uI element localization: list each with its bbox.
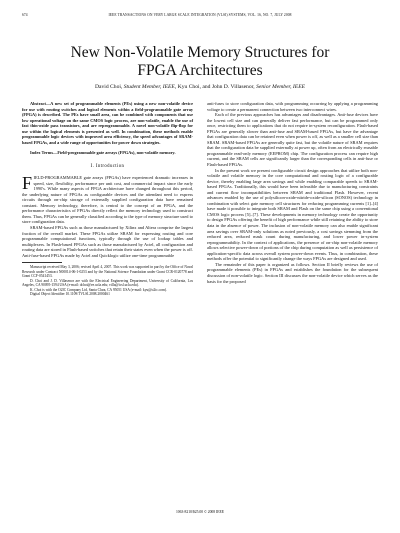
intro-paragraph-1 (22, 175, 193, 225)
footnote-manuscript: Manuscript received May 3, 2006; revised April 4, 2007. This work was supported in part by the Office of Naval Research under Contract N00014-06-1-0253 and by the National Science Foundation under Grant CCR-0120778 and Grant CCF-0541453. (22, 265, 193, 279)
title-line-2: FPGA Architectures (137, 62, 263, 79)
right-paragraph-2: Each of the previous approaches has advantages and disadvantages. Anti-fuse devices have the lowest cell size and can generally deliver fast performance, but can be programmed only once, restricting them to applications that do not require in-system reconfiguration. Flash-based FPGAs are generally slower than anti-fuse and SRAM-based FPGAs, but have the advantage that configuration data can be retained even when power is off, as well as a smaller cell size than SRAM. SRAM-based FPGAs are generally quite fast, but the volatile nature of SRAM requires that the configuration data be supplied externally at power up, often from an electrically erasable programmable read-only memory (EEPROM) chip. The configuration process can require high current, and the SRAM cells are significantly larger than the corresponding cells in anti-fuse or Flash-based FPGAs. (207, 112, 378, 168)
index-terms: Index Terms—Field-programmable gate arrays (FPGAs), non-volatile memory. (30, 150, 176, 155)
page-footer: 1063-8210/$25.00 © 2008 IEEE (175, 510, 225, 514)
right-column (207, 101, 378, 284)
author-2-role: Senior Member, IEEE (256, 84, 306, 90)
right-paragraph-3: In the present work we present configurable circuit design approaches that utilize both non-volatile and volatile memory in the core computational and routing logic of a configurable device, thereby enabling large area savings and while enabling comparable speeds to SRAM-based FPGAs. Traditionally, this would have been infeasible due to manufacturing constraints and current flow incompatibilities between SRAM and traditional Flash. However, recent advances enabled by the use of polysilicon-oxide-nitride-oxide-silicon (SONOS) technology in combination with select gate memory cell structures for reducing programming currents [1]–[4] have made it possible to integrate both SRAM and Flash on the same chip using a conventional CMOS logic process [5]–[7]. These developments in memory technology create the opportunity to design FPGAs offering the benefit of high performance while still retaining the ability to store data in the absence of power. The inclusion of non-volatile memory can also enable significant area savings over SRAM-only solutions as noted previously, a cost savings stemming from the reduced area, reduced mask count during manufacturing, and lower power in-system reprogrammability. In the context of applications, the presence of on-chip non-volatile memory allows selective power-down of portions of the chip during computation as well as persistence of application-specific data across overall system power-down events. Thus, in combination, these methods offer the potential to significantly change the ways FPGAs are designed and used. (207, 167, 378, 262)
author-1: David Choi, (94, 84, 123, 90)
author-1-role: Student Member, IEEE, (123, 84, 177, 90)
footnote-divider (22, 262, 62, 263)
intro-paragraph-2: SRAM-based FPGAs such as those manufactured by Xilinx and Altera comprise the largest fraction of the overall market. These FPGAs utilize SRAM for expressing routing and core programmable computational functions, typically through the use of lookup tables and multiplexers. In Flash-based FPGAs such as those manufactured by Actel, all configuration and routing data are stored in Flash-based switches that retain their states even when the power is off. Anti-fuse-based FPGAs made by Actel and Quicklogic utilize one-time programmable (22, 224, 193, 258)
right-paragraph-1: anti-fuses to store configuration data, with programming occurring by applying a programming voltage to create a permanent connection between two interconnect wires. (207, 101, 378, 112)
right-paragraph-4: The remainder of this paper is organized as follows. Section II briefly reviews the use of programmable elements (PEs) in FPGAs and establishes the foundation for the subsequent discussion of non-volatile logic. Section III discusses the non-volatile device which serves as the basis for the proposed (207, 261, 378, 284)
section-heading: I. Introduction (90, 163, 125, 169)
paper-title (0, 44, 400, 80)
author-line (0, 84, 400, 90)
page-number: 674 (22, 13, 28, 17)
author-2: Kyu Choi, and John D. Villasenor, (177, 84, 255, 90)
abstract: Abstract—A new set of programmable elements (PEs) using a new non-volatile device for use with routing switches and logical elements within a field-programmable gate array (FPGA) is described. The PEs have small area, can be combined with components that use low operational voltage on the same CMOS logic process, are non-volatile, enable the use of fast thin-oxide pass transistors, and are reprogrammable. A novel non-volatile flip-flop for use within the logical elements is presented as well. In combination, these methods enable programmable logic devices with improved area efficiency, the speed advantages of SRAM-based FPGAs, and a wide range of opportunities for power down strategies. (22, 101, 193, 145)
left-column (22, 101, 193, 297)
running-header (22, 13, 378, 17)
journal-name: IEEE TRANSACTIONS ON VERY LARGE SCALE INTEGRATION (VLSI) SYSTEMS, VOL. 16, NO. 7, JULY 2008 (108, 13, 292, 17)
footnote-affiliation-2: K. Choi is with the O2IC Company Ltd, Santa Clara, CA 95051 USA (e-mail: kyu@o2ic.com). (30, 287, 167, 292)
intro-paragraph-1-text: IELD-PROGRAMMABLE gate arrays (FPGAs) have experienced dramatic increases in speed, size, flexibility, performance per unit cost, and commercial impact since the early 1990's. While many aspects of FPGA architecture have changed throughout this period, the underlying nature of FPGAs as configurable devices and the attendant need to express circuits through on-chip storage of externally supplied configuration data have remained constant. Memory technology, therefore, is central to the concept of an FPGA, and the performance characteristics of FPGAs directly reflect the memory technology used to construct them. Thus, FPGAs can be generally classified according to the type of memory structure used to store configuration data. (22, 175, 193, 225)
title-line-1: New Non-Volatile Memory Structures for (70, 44, 330, 61)
footnote-doi: Digital Object Identifier 10.1109/TVLSI.2008.2000461 (30, 292, 110, 297)
footnote-affiliation-1: D. Choi and J. D. Villasenor are with the Electrical Engineering Department, University of California, Los Angeles, CA 90095-1594 USA (e-mail: dchoi@ee.ucla.edu; villa@icsl.ucla.edu). (22, 278, 193, 288)
drop-cap: F (22, 173, 33, 194)
